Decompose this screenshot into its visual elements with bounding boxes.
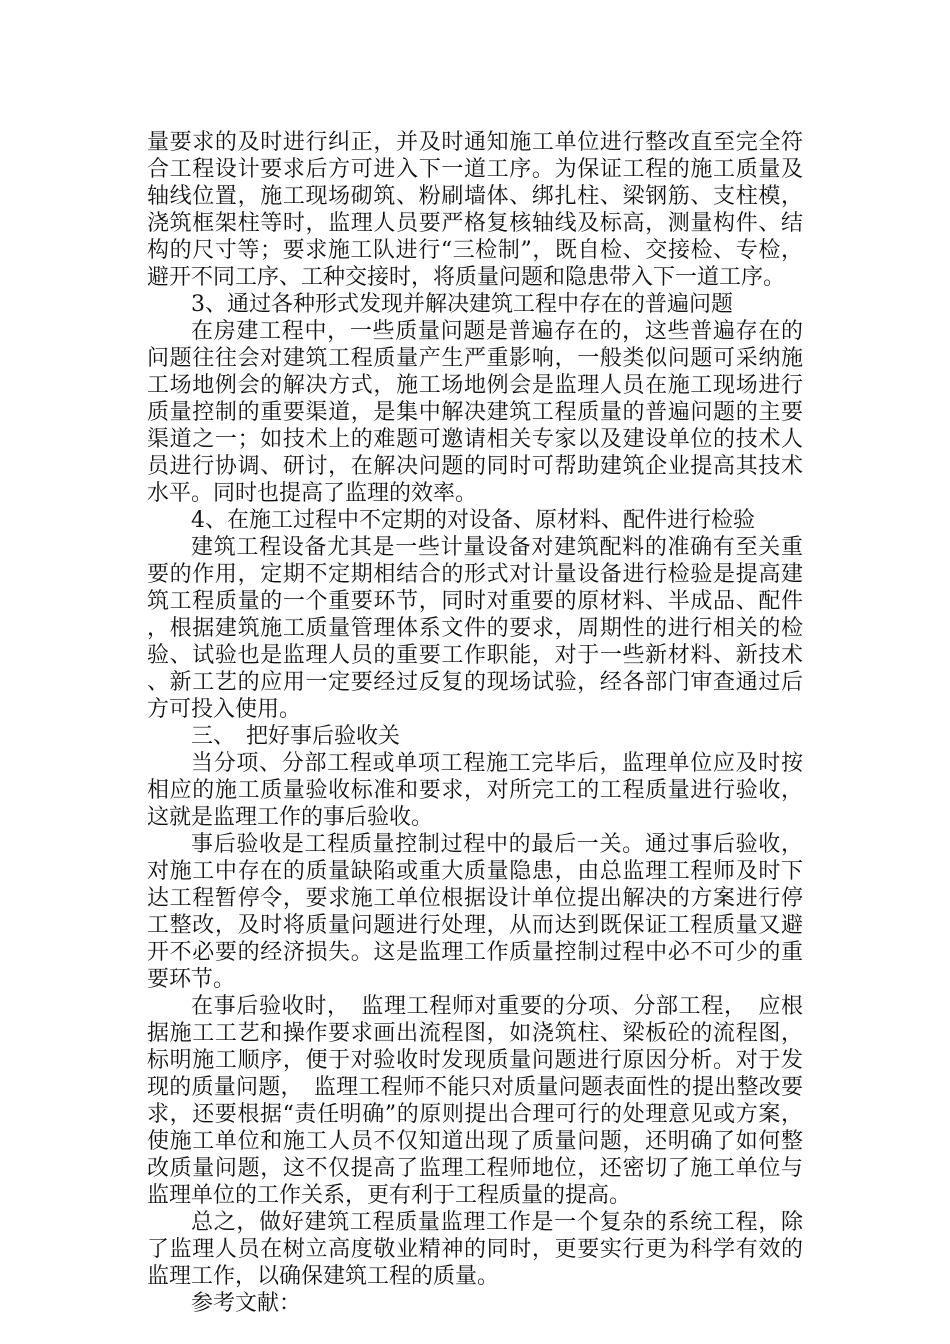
paragraph-acceptance-final-check: 事后验收是工程质量控制过程中的最后一关。通过事后验收，对施工中存在的质量缺陷或重大质量隐患，由总监理工程师及时下达工程暂停令，要求施工单位根据设计单位提出解决的方案进行停工整改，及时将质量问题进行处理，从而达到既保证工程质量又避开不必要的经济损失。这是监理工作质量控制过程中必不可少的重要环节。 (147, 832, 803, 992)
section-heading-3: 3、通过各种形式发现并解决建筑工程中存在的普遍问题 (191, 292, 733, 317)
paragraph-continuation: 量要求的及时进行纠正，并及时通知施工单位进行整改直至完全符合工程设计要求后方可进入下一道工序。为保证工程的施工质量及轴线位置，施工现场砌筑、粉刷墙体、绑扎柱、梁钢筋、支柱模，浇筑框架柱等时，监理人员要严格复核轴线及标高，测量构件、结构的尺寸等；要求施工队进行“三检制”，既自检、交接检、专检，避开不同工序、工种交接时，将质量问题和隐患带入下一道工序。 (147, 130, 803, 290)
paragraph-conclusion: 总之，做好建筑工程质量监理工作是一个复杂的系统工程，除了监理人员在树立高度敬业精神的同时，更要实行更为科学有效的监理工作，以确保建筑工程的质量。 (147, 1210, 803, 1289)
chapter-heading-3: 三、 把好事后验收关 (191, 724, 401, 749)
paragraph-equipment-inspection: 建筑工程设备尤其是一些计量设备对建筑配料的准确有至关重要的作用，定期不定期相结合的形式对计量设备进行检验是提高建筑工程质量的一个重要环节，同时对重要的原材料、半成品、配件，根据建筑施工质量管理体系文件的要求，周期性的进行相关的检验、试验也是监理人员的重要工作职能，对于一些新材料、新技术、新工艺的应用一定要经过反复的现场试验，经各部门审查通过后方可投入使用。 (147, 535, 803, 722)
paragraph-acceptance-intro: 当分项、分部工程或单项工程施工完毕后，监理单位应及时按相应的施工质量验收标准和要求，对所完工的工程质量进行验收，这就是监理工作的事后验收。 (147, 751, 803, 830)
references-heading: 参考文献： (191, 1291, 302, 1316)
document-page (147, 129, 803, 1317)
section-heading-4: 4、在施工过程中不定期的对设备、原材料、配件进行检验 (191, 508, 755, 533)
paragraph-acceptance-flowchart: 在事后验收时， 监理工程师对重要的分项、分部工程， 应根据施工工艺和操作要求画出流程图，如浇筑柱、梁板砼的流程图，标明施工顺序，便于对验收时发现质量问题进行原因分析。对于发现的质量问题， 监理工程师不能只对质量问题表面性的提出整改要求，还要根据“责任明确”的原则提出合理可行的处理意见或方案，使施工单位和施工人员不仅知道出现了质量问题，还明确了如何整改质量问题，这不仅提高了监理工程师地位，还密切了施工单位与监理单位的工作关系，更有利于工程质量的提高。 (147, 994, 803, 1208)
paragraph-common-problems: 在房建工程中，一些质量问题是普遍存在的，这些普遍存在的问题往往会对建筑工程质量产生严重影响，一般类似问题可采纳施工场地例会的解决方式，施工场地例会是监理人员在施工现场进行质量控制的重要渠道，是集中解决建筑工程质量的普遍问题的主要渠道之一；如技术上的难题可邀请相关专家以及建设单位的技术人员进行协调、研讨，在解决问题的同时可帮助建筑企业提高其技术水平。同时也提高了监理的效率。 (147, 319, 803, 506)
